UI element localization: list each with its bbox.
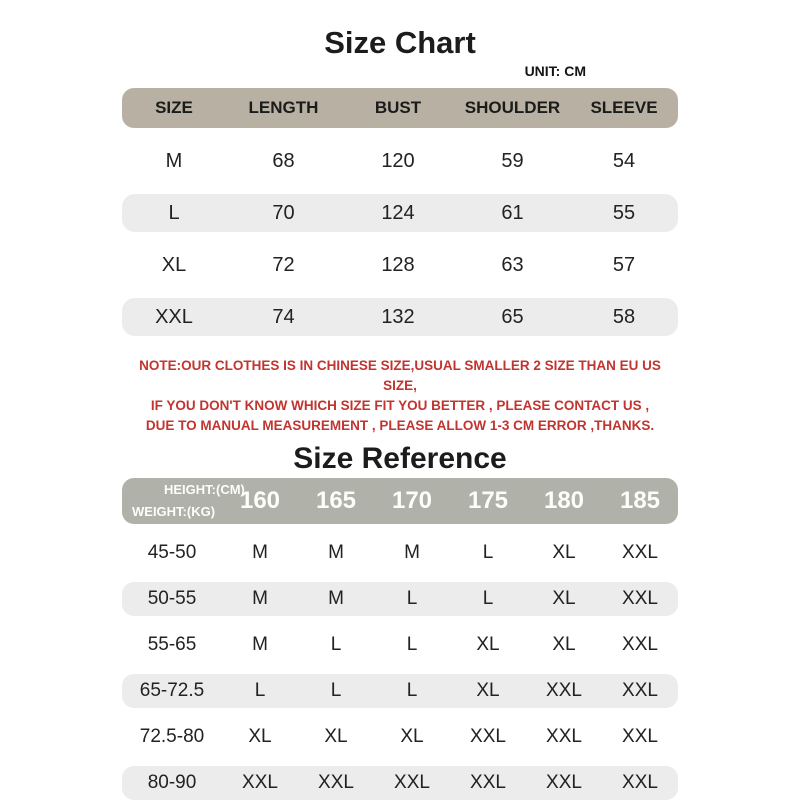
- cell-size: XXL: [155, 305, 193, 328]
- cell-weight-range: 80-90: [147, 772, 197, 793]
- cell-length: 70: [272, 201, 295, 224]
- cell-size: XXL: [622, 634, 658, 655]
- cell-sleeve: 58: [612, 305, 636, 328]
- page-title: Size Chart: [324, 25, 476, 60]
- cell-weight-range: 45-50: [147, 542, 197, 563]
- cell-size: L: [482, 542, 494, 563]
- cell-size: XXL: [318, 772, 354, 793]
- size-chart-header-row: [122, 88, 678, 128]
- table-row: [122, 674, 678, 708]
- cell-size: M: [252, 634, 268, 655]
- cell-size: XL: [324, 726, 348, 747]
- cell-weight-range: 65-72.5: [139, 680, 205, 701]
- table-row: [122, 720, 678, 754]
- column-header-size: SIZE: [155, 98, 193, 117]
- cell-size: M: [404, 542, 420, 563]
- cell-size: XXL: [622, 680, 658, 701]
- cell-length: 72: [272, 253, 295, 276]
- cell-size: XXL: [622, 588, 658, 609]
- cell-sleeve: 55: [612, 201, 636, 224]
- column-header-height: 185: [619, 487, 661, 514]
- cell-size: XL: [248, 726, 272, 747]
- cell-size: XXL: [470, 772, 506, 793]
- cell-sleeve: 54: [612, 149, 636, 172]
- unit-label: UNIT: CM: [524, 63, 586, 79]
- cell-size: M: [252, 588, 268, 609]
- cell-size: XXL: [546, 726, 582, 747]
- note-line-1: NOTE:OUR CLOTHES IS IN CHINESE SIZE,USUAL SMALLER 2 SIZE THAN EU US SIZE,: [139, 358, 661, 393]
- column-header-bust: BUST: [374, 98, 422, 117]
- cell-size: L: [330, 680, 342, 701]
- cell-size: XXL: [622, 726, 658, 747]
- cell-size: XL: [552, 588, 576, 609]
- column-header-height: 175: [467, 487, 509, 514]
- cell-shoulder: 65: [501, 305, 524, 328]
- cell-size: M: [328, 542, 344, 563]
- table-row: [122, 766, 678, 800]
- column-header-height: 160: [239, 487, 281, 514]
- cell-size: XL: [161, 253, 187, 276]
- cell-size: L: [406, 680, 418, 701]
- table-row: [122, 246, 678, 284]
- cell-bust: 120: [381, 149, 415, 172]
- cell-shoulder: 59: [501, 149, 524, 172]
- column-header-height: 170: [391, 487, 433, 514]
- table-row: [122, 582, 678, 616]
- note-text: [122, 356, 678, 436]
- table-row: [122, 536, 678, 570]
- table-row: [122, 628, 678, 662]
- cell-size: L: [254, 680, 266, 701]
- column-header-length: LENGTH: [248, 98, 319, 117]
- table-row: [122, 298, 678, 336]
- content-column: [122, 0, 678, 800]
- column-header-sleeve: SLEEVE: [590, 98, 658, 117]
- reference-header-row: [122, 478, 678, 524]
- cell-weight-range: 50-55: [147, 588, 197, 609]
- cell-size: XL: [476, 634, 500, 655]
- cell-size: XXL: [546, 772, 582, 793]
- cell-weight-range: 72.5-80: [139, 726, 205, 747]
- cell-bust: 132: [381, 305, 415, 328]
- cell-shoulder: 61: [501, 201, 524, 224]
- cell-size: XL: [552, 634, 576, 655]
- note-line-2: IF YOU DON'T KNOW WHICH SIZE FIT YOU BETTER , PLEASE CONTACT US ,: [150, 398, 650, 413]
- table-row: [122, 142, 678, 180]
- cell-size: XXL: [622, 542, 658, 563]
- column-header-height: 180: [543, 487, 585, 514]
- cell-weight-range: 55-65: [147, 634, 197, 655]
- cell-size: L: [168, 201, 180, 224]
- cell-size: M: [252, 542, 268, 563]
- cell-size: XXL: [242, 772, 278, 793]
- cell-bust: 124: [381, 201, 415, 224]
- cell-size: XL: [476, 680, 500, 701]
- cell-size: M: [165, 149, 183, 172]
- cell-bust: 128: [381, 253, 415, 276]
- cell-length: 74: [272, 305, 295, 328]
- table-row: [122, 194, 678, 232]
- cell-size: L: [406, 634, 418, 655]
- column-header-shoulder: SHOULDER: [464, 98, 561, 117]
- cell-size: XXL: [622, 772, 658, 793]
- cell-length: 68: [272, 149, 295, 172]
- reference-title: Size Reference: [293, 442, 507, 475]
- cell-size: XXL: [470, 726, 506, 747]
- cell-size: L: [482, 588, 494, 609]
- cell-size: XXL: [546, 680, 582, 701]
- cell-size: XL: [552, 542, 576, 563]
- height-axis-label: HEIGHT:(CM): [164, 482, 245, 497]
- column-header-height: 165: [315, 487, 357, 514]
- cell-size: XXL: [394, 772, 430, 793]
- cell-size: M: [328, 588, 344, 609]
- cell-sleeve: 57: [612, 253, 636, 276]
- cell-size: L: [330, 634, 342, 655]
- cell-size: XL: [400, 726, 424, 747]
- weight-axis-label: WEIGHT:(KG): [132, 504, 216, 519]
- cell-size: L: [406, 588, 418, 609]
- cell-shoulder: 63: [501, 253, 524, 276]
- note-line-3: DUE TO MANUAL MEASUREMENT , PLEASE ALLOW 1-3 CM ERROR ,THANKS.: [145, 418, 655, 433]
